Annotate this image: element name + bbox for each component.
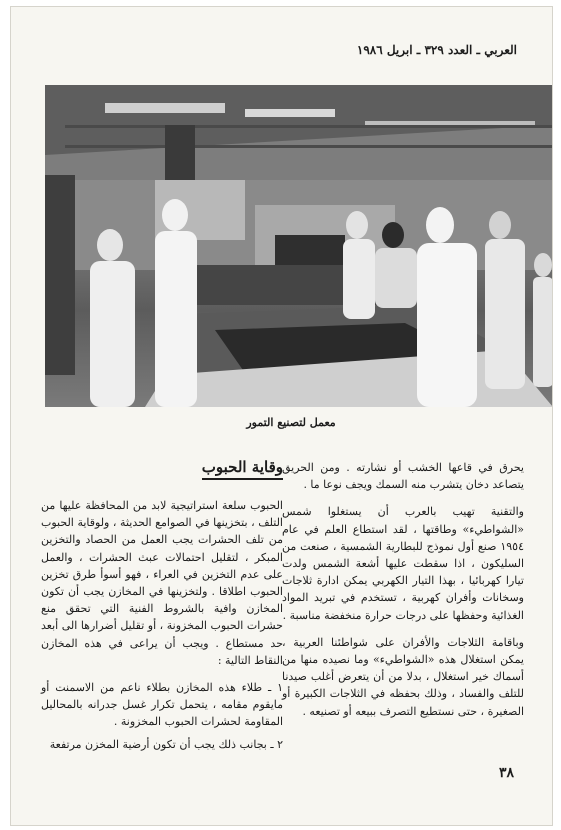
list-item: ١ ـ طلاء هذه المخازن بطلاء ناعم من الاسمنت أو مايقوم مقامه ، يتحمل تكرار غسل جدرانه بالمحاليل المقاومة لحشرات الحبوب المخزونة . — [41, 681, 283, 729]
running-header: العربي ـ العدد ٣٢٩ ـ ابريل ١٩٨٦ — [356, 43, 517, 57]
paragraph: وباقامة الثلاجات والأفران على شواطئنا العربية ، يمكن استغلال هذه «الشواطيء» وما نصيده منها من أسماك خير استغلال ، بدلا من أن يتعرض أغلب صيدنا للتلف والفساد ، وذلك بحفظه في الثلاجات الكبيرة أو الصغيرة ، حتى نستطيع التصرف ببيعه أو تصنيعه . — [282, 635, 524, 718]
paragraph: الحبوب سلعة استراتيجية لابد من المحافظة عليها من التلف ، بتخزينها في الصوامع الحديثة ، ولوقاية الحبوب من تلف الحشرات يجب العمل من الحصاد والتخزين المبكر ، لتقليل احتمالات عبث الحشرات ، والعمل على عدم التخزين في العراء ، فهو أسوأ طرق تخزين الحبوب اطلاقا . ولتخزينها في المخازن يجب أن تكون المخازن وافية بالشروط الفنية التي تحقق منع حشرات الحبوب المخزونة ، أو تقليل أضرارها الى أبعد حد مستطاع . ويجب أن يراعى في هذه المخازن النقاط التالية : — [41, 499, 283, 667]
photo-caption: معمل لتصنيع التمور — [246, 416, 336, 429]
page-number: ٣٨ — [498, 765, 514, 781]
magazine-page — [10, 6, 553, 826]
section-heading: وقاية الحبوب — [202, 459, 283, 480]
list-item: ٢ ـ بجانب ذلك يجب أن تكون أرضية المخزن مرتفعة — [49, 737, 283, 751]
factory-photo — [45, 85, 553, 407]
paragraph: يحرق في قاعها الخشب أو نشارته . ومن الحريق يتصاعد دخان يتشرب منه السمك ويجف نوعا ما . — [282, 461, 524, 492]
article-column-right — [282, 459, 524, 730]
section-heading-wrap — [41, 459, 283, 497]
article-column-left — [41, 459, 283, 758]
paragraph: والتقنية تهيب بالعرب أن يستغلوا شمس «الشواطيء» وطاقتها ، لقد استطاع العلم في عام ١٩٥٤ صنع أول نموذج للبطارية الشمسية ، صنعت من السليكون ، اذا سقطت عليها أشعة الشمس ولدت تيارا كهربائيا ، بهذا التيار الكهربي يمكن ادارة ثلاجات وسخانات وأفران كهربية ، تستخدم في تبريد المواد الغذائية وحفظها على درجات حرارة منخفضة مناسبة . — [282, 505, 524, 622]
